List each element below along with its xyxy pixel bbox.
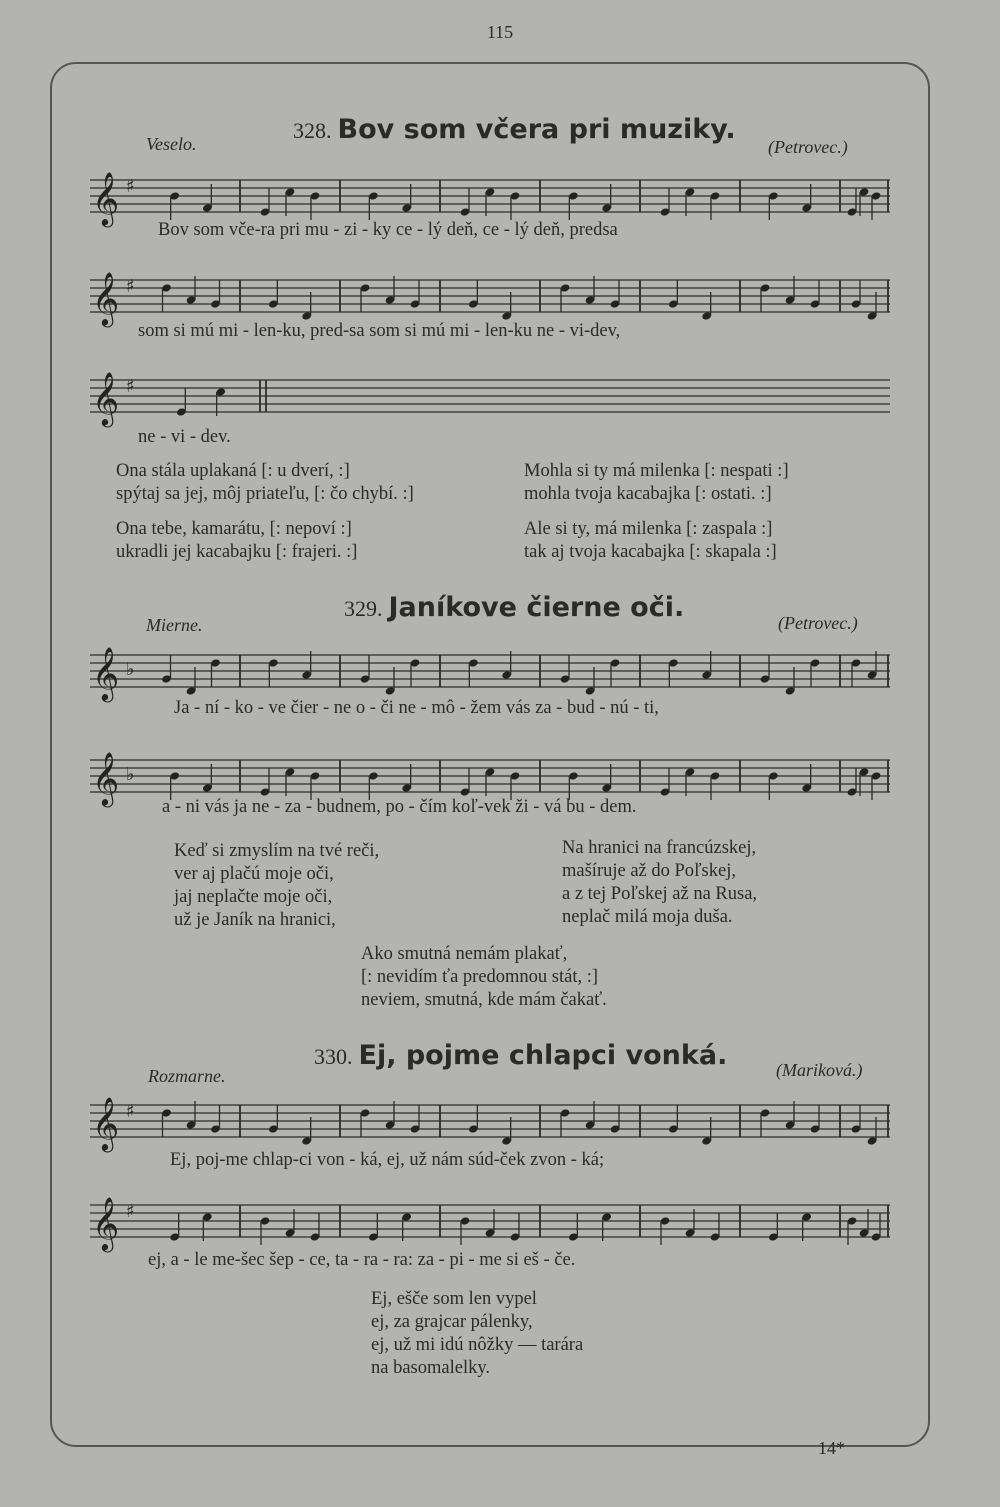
verse-line: Ej, ešče som len vypel	[371, 1289, 537, 1309]
lyric-line: a - ni vás ja ne - za - budnem, po - čím koľ-vek ži - vá bu - dem.	[162, 797, 637, 817]
lyric-line: Ej, poj-me chlap-ci von - ká, ej, už nám súd-ček zvon - ká;	[170, 1150, 605, 1170]
verse-line: Na hranici na francúzskej,	[562, 838, 757, 858]
treble-clef-icon: 𝄞	[92, 1096, 120, 1150]
tempo-marking: Veselo.	[146, 134, 197, 154]
music-staff	[90, 370, 890, 430]
verse-line: tak aj tvoja kacabajka [: skapala :]	[524, 542, 777, 562]
verse-line: ej, za grajcar pálenky,	[371, 1312, 533, 1332]
verse-block	[361, 943, 607, 1012]
lyric-line: som si mú mi - len-ku, pred-sa som si mú mi - len-ku ne - vi-dev,	[138, 321, 621, 341]
sharp-icon: ♯	[126, 176, 135, 197]
sharp-icon: ♯	[126, 276, 135, 297]
lyric-line: Bov som vče-ra pri mu - zi - ky ce - lý deň, ce - lý deň, predsa	[158, 220, 618, 240]
verse-line: mašíruje až do Poľskej,	[562, 861, 736, 881]
song-title	[293, 114, 736, 145]
verse-line: a z tej Poľskej až na Rusa,	[562, 884, 758, 904]
verse-line: neviem, smutná, kde mám čakať.	[361, 990, 607, 1010]
flat-icon: ♭	[126, 764, 135, 785]
verse-line: [: nevidím ťa predomnou stát, :]	[361, 967, 599, 987]
signature-mark: 14*	[818, 1438, 845, 1458]
song-title-text: Janíkove čierne oči.	[388, 592, 685, 623]
verse-line: už je Janík na hranici,	[174, 910, 336, 930]
verse-line: ver aj plačú moje oči,	[174, 864, 334, 884]
verse-block	[174, 840, 379, 932]
page-number: 115	[486, 22, 514, 42]
treble-clef-icon: 𝄞	[92, 1196, 120, 1250]
song-number: 329.	[344, 596, 383, 621]
verse-line: neplač milá moja duša.	[562, 907, 733, 927]
verse-line: Ako smutná nemám plakať,	[361, 944, 568, 964]
song-number: 328.	[293, 118, 332, 143]
verse-line: jaj neplačte moje oči,	[174, 887, 333, 907]
verse-line: Ale si ty, má milenka [: zaspala :]	[524, 519, 773, 539]
verse-line: spýtaj sa jej, môj priateľu, [: čo chybí. :]	[116, 484, 414, 504]
song-title	[344, 592, 684, 623]
sharp-icon: ♯	[126, 1101, 135, 1122]
verse-line: na basomalelky.	[371, 1358, 491, 1378]
verse-line: Ona stála uplakaná [: u dverí, :]	[116, 461, 350, 481]
tempo-marking: Rozmarne.	[148, 1066, 226, 1086]
treble-clef-icon: 𝄞	[92, 171, 120, 225]
verse-line: mohla tvoja kacabajka [: ostati. :]	[524, 484, 772, 504]
verse-line: Mohla si ty má milenka [: nespati :]	[524, 461, 789, 481]
treble-clef-icon: 𝄞	[92, 751, 120, 805]
treble-clef-icon: 𝄞	[92, 646, 120, 700]
verse-block	[562, 837, 757, 929]
song-title-text: Bov som včera pri muziky.	[337, 114, 736, 145]
verse-line: Ona tebe, kamarátu, [: nepoví :]	[116, 519, 352, 539]
lyric-line: ne - vi - dev.	[138, 427, 231, 447]
treble-clef-icon: 𝄞	[92, 371, 120, 425]
treble-clef-icon: 𝄞	[92, 271, 120, 325]
lyric-line: Ja - ní - ko - ve čier - ne o - či ne - mô - žem vás za - bud - nú - ti,	[174, 698, 659, 718]
music-staff	[90, 1195, 890, 1255]
verse-block	[524, 460, 789, 564]
verse-block	[371, 1288, 583, 1380]
music-staff	[90, 1095, 890, 1155]
music-staff	[90, 645, 890, 705]
origin-place: (Petrovec.)	[778, 613, 858, 633]
flat-icon: ♭	[126, 659, 135, 680]
verse-line: ukradli jej kacabajku [: frajeri. :]	[116, 542, 358, 562]
verse-block	[116, 460, 414, 564]
song-title	[314, 1040, 727, 1071]
lyric-line: ej, a - le me-šec šep - ce, ta - ra - ra: za - pi - me si eš - če.	[148, 1250, 576, 1270]
verse-line: Keď si zmyslím na tvé reči,	[174, 841, 380, 861]
tempo-marking: Mierne.	[146, 615, 203, 635]
verse-line: ej, už mi idú nôžky — tarára	[371, 1335, 584, 1355]
sharp-icon: ♯	[126, 376, 135, 397]
origin-place: (Mariková.)	[776, 1060, 863, 1080]
sharp-icon: ♯	[126, 1201, 135, 1222]
song-number: 330.	[314, 1044, 353, 1069]
origin-place: (Petrovec.)	[768, 137, 848, 157]
song-title-text: Ej, pojme chlapci vonká.	[358, 1040, 728, 1071]
